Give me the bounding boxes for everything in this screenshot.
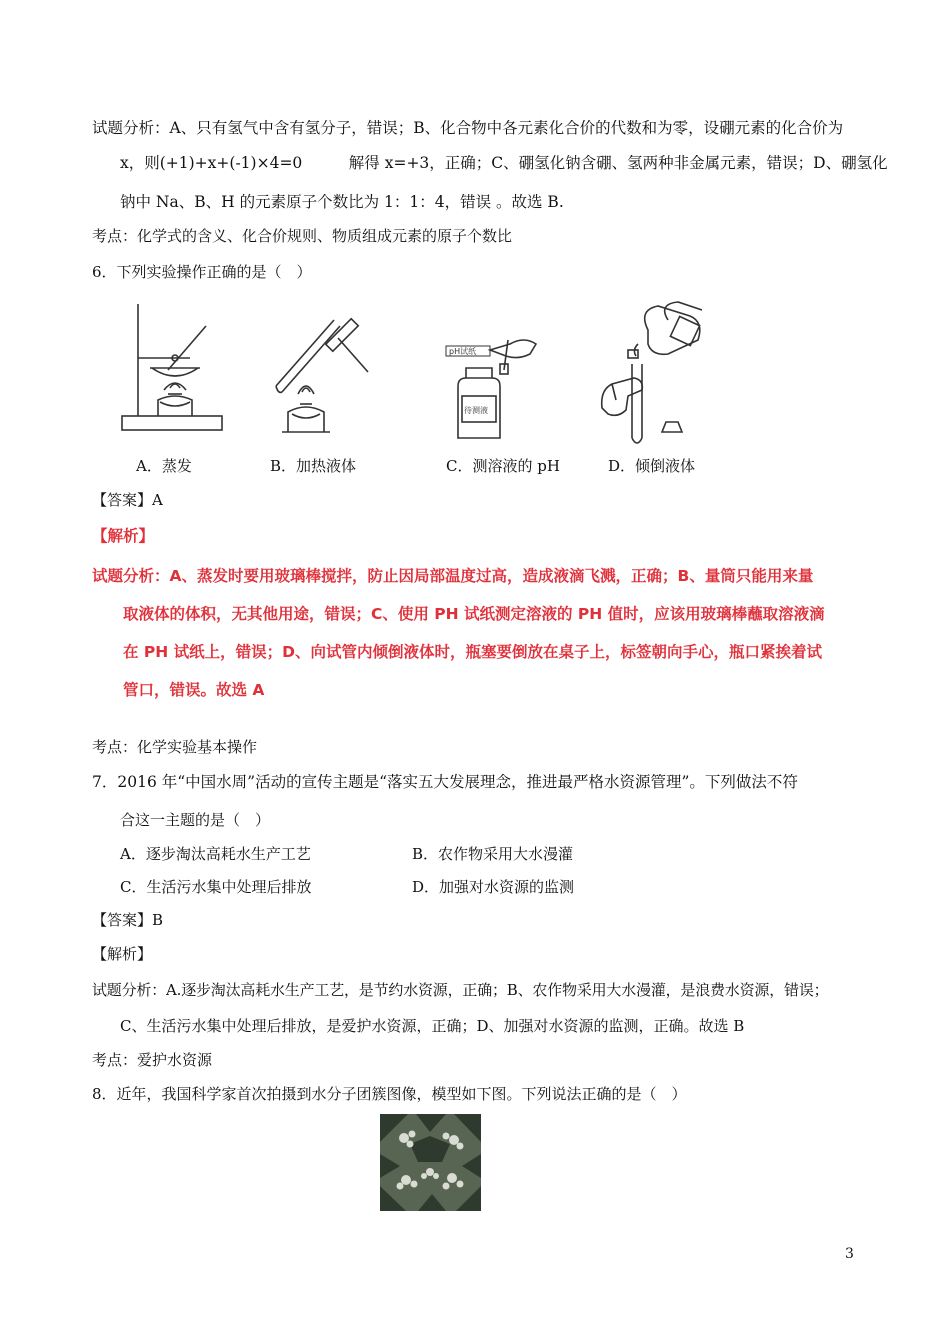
q5-analysis-line3: 钠中 Na、B、H 的元素原子个数比为 1：1：4，错误 。故选 B. bbox=[120, 193, 564, 211]
q7-analysis-title: 【解析】 bbox=[92, 945, 153, 963]
q6-option-a: A．蒸发 bbox=[136, 457, 192, 475]
q6-analysis-line2: 取液体的体积，无其他用途，错误；C、使用 PH 试纸测定溶液的 PH 值时，应该用玻璃棒蘸取溶液滴 bbox=[123, 605, 825, 623]
bottle-label: 待测液 bbox=[464, 406, 488, 415]
q7-question-line1: 7．2016 年“中国水周”活动的宣传主题是“落实五大发展理念，推进最严格水资源管理”。下列做法不符 bbox=[92, 773, 798, 791]
q6-analysis-line1: 试题分析：A、蒸发时要用玻璃棒搅拌，防止因局部温度过高，造成液滴飞溅，正确；B、量筒只能用来量 bbox=[92, 567, 814, 585]
q6-option-d: D．倾倒液体 bbox=[608, 457, 696, 475]
water-cluster-image bbox=[380, 1114, 481, 1211]
q6-option-c: C．测溶液的 pH bbox=[446, 457, 560, 475]
q7-answer: 【答案】B bbox=[92, 911, 164, 929]
q5-analysis-line1: 试题分析：A、只有氢气中含有氢分子，错误；B、化合物中各元素化合价的代数和为零，设硼元素的化合价为 bbox=[92, 119, 844, 137]
q6-analysis-title: 【解析】 bbox=[92, 527, 155, 545]
q6-analysis-line3: 在 PH 试纸上，错误；D、向试管内倾倒液体时，瓶塞要倒放在桌子上，标签朝向手心，瓶口紧挨着试 bbox=[123, 643, 822, 661]
q7-option-a: A．逐步淘汰高耗水生产工艺 bbox=[120, 845, 311, 863]
q7-analysis-line1: 试题分析：A.逐步淘汰高耗水生产工艺，是节约水资源，正确；B、农作物采用大水漫灌，是浪费水资源，错误； bbox=[92, 981, 829, 999]
figure-measure-ph bbox=[444, 330, 544, 442]
q7-option-b: B．农作物采用大水漫灌 bbox=[412, 845, 574, 863]
q6-analysis-line4: 管口，错误。故选 A bbox=[123, 681, 265, 699]
q7-option-c: C．生活污水集中处理后排放 bbox=[120, 878, 312, 896]
figure-evaporation bbox=[120, 298, 230, 438]
q5-analysis-line2: x，则(+1)+x+(-1)×4=0 解得 x=+3，正确；C、硼氢化钠含硼、氢两种非金属元素，错误；D、硼氢化 bbox=[120, 154, 888, 172]
figure-heating-liquid bbox=[268, 308, 378, 438]
q6-answer: 【答案】A bbox=[92, 491, 163, 509]
figure-pour-liquid bbox=[598, 300, 718, 450]
q6-question: 6．下列实验操作正确的是（ ） bbox=[92, 263, 312, 281]
q7-analysis-line2: C、生活污水集中处理后排放，是爱护水资源，正确；D、加强对水资源的监测，正确。故选 B bbox=[120, 1017, 745, 1035]
ph-paper-label: pH试纸 bbox=[449, 347, 477, 356]
q7-kaodian: 考点：爱护水资源 bbox=[92, 1051, 213, 1069]
q6-kaodian: 考点：化学实验基本操作 bbox=[92, 738, 258, 756]
q5-kaodian: 考点：化学式的含义、化合价规则、物质组成元素的原子个数比 bbox=[92, 227, 513, 245]
q6-option-b: B．加热液体 bbox=[270, 457, 357, 475]
q7-question-line2: 合这一主题的是（ ） bbox=[120, 811, 271, 829]
q7-option-d: D．加强对水资源的监测 bbox=[412, 878, 575, 896]
page-number: 3 bbox=[845, 1246, 854, 1262]
q8-question: 8．近年，我国科学家首次拍摄到水分子团簇图像，模型如下图。下列说法正确的是（ ） bbox=[92, 1085, 687, 1103]
